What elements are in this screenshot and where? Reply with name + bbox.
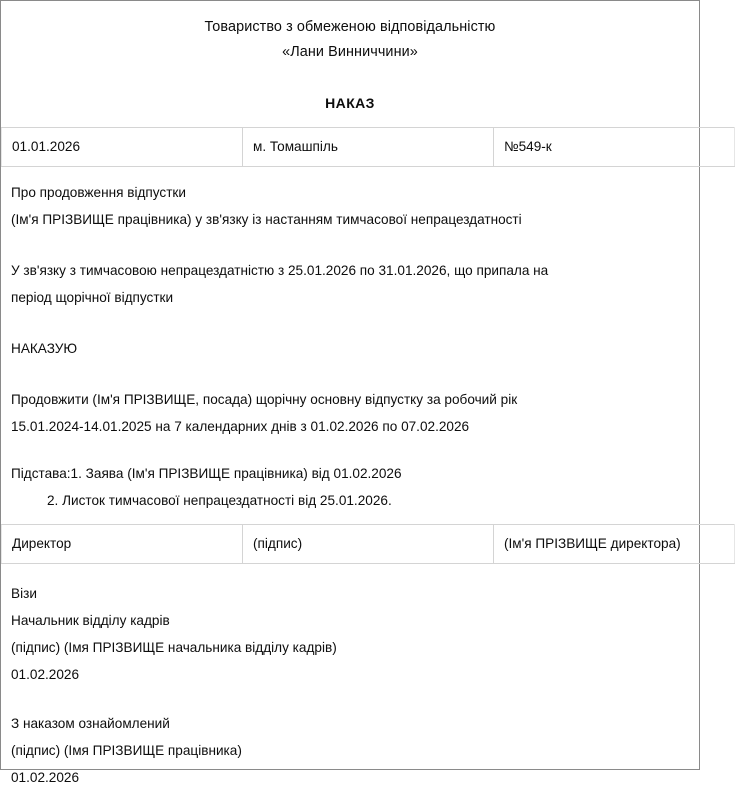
order-instruction	[11, 386, 687, 440]
order-keyword-text: НАКАЗУЮ	[11, 341, 78, 356]
director-name-placeholder: (Ім'я ПРІЗВИЩЕ директора)	[494, 525, 735, 564]
order-subject-line-1: Про продовження відпустки	[11, 185, 186, 200]
acknowledgement-heading: З наказом ознайомлений	[11, 716, 170, 731]
director-signature-placeholder: (підпис)	[243, 525, 494, 564]
order-title-container	[1, 65, 699, 127]
table-row	[2, 128, 735, 167]
order-instruction-line-1: Продовжити (Ім'я ПРІЗВИЩЕ, посада) щорічну основну відпустку за робочий рік	[11, 392, 518, 407]
order-instruction-line-2: 15.01.2024-14.01.2025 на 7 календарних днів з 01.02.2026 по 07.02.2026	[11, 419, 470, 434]
order-subject	[11, 179, 687, 233]
director-role: Директор	[2, 525, 243, 564]
order-basis	[11, 460, 687, 514]
order-preamble-line-1: У зв'язку з тимчасовою непрацездатністю з 25.01.2026 по 31.01.2026, що припала на	[11, 263, 549, 278]
director-signature-table	[1, 524, 735, 564]
acknowledgement-signature-and-name: (підпис) (Імя ПРІЗВИЩЕ працівника)	[11, 743, 242, 758]
order-preamble-line-2: період щорічної відпустки	[11, 290, 174, 305]
order-subject-line-2: (Ім'я ПРІЗВИЩЕ працівника) у зв'язку із настанням тимчасової непрацездатності	[11, 212, 522, 227]
spacer	[11, 514, 687, 524]
order-date: 01.01.2026	[2, 128, 243, 167]
organization-header	[1, 1, 699, 65]
approvals-heading: Візи	[11, 586, 37, 601]
order-basis-line-1: Підстава:1. Заява (Ім'я ПРІЗВИЩЕ працівника) від 01.02.2026	[11, 466, 402, 481]
table-row	[2, 525, 735, 564]
order-meta-table	[1, 127, 735, 167]
acknowledgement-section	[11, 710, 687, 791]
approvals-role: Начальник відділу кадрів	[11, 613, 170, 628]
organization-name-line-2: «Лани Винниччини»	[282, 44, 418, 60]
order-document	[1, 1, 699, 785]
spacer	[11, 688, 687, 710]
order-basis-line-2: 2. Листок тимчасової непрацездатності від 25.01.2026.	[47, 493, 392, 508]
approvals-date: 01.02.2026	[11, 667, 80, 682]
spacer	[11, 167, 687, 179]
spacer	[11, 564, 687, 580]
acknowledgement-date: 01.02.2026	[11, 770, 80, 785]
approvals-signature-and-name: (підпис) (Імя ПРІЗВИЩЕ начальника відділу кадрів)	[11, 640, 337, 655]
organization-name-line-1: Товариство з обмеженою відповідальністю	[204, 19, 496, 35]
order-number: №549-к	[494, 128, 735, 167]
order-place: м. Томашпіль	[243, 128, 494, 167]
order-preamble	[11, 257, 687, 311]
order-body	[1, 167, 699, 524]
signature-block	[1, 564, 699, 791]
order-title: НАКАЗ	[325, 95, 375, 111]
approvals-section	[11, 580, 687, 688]
order-keyword	[11, 335, 687, 362]
